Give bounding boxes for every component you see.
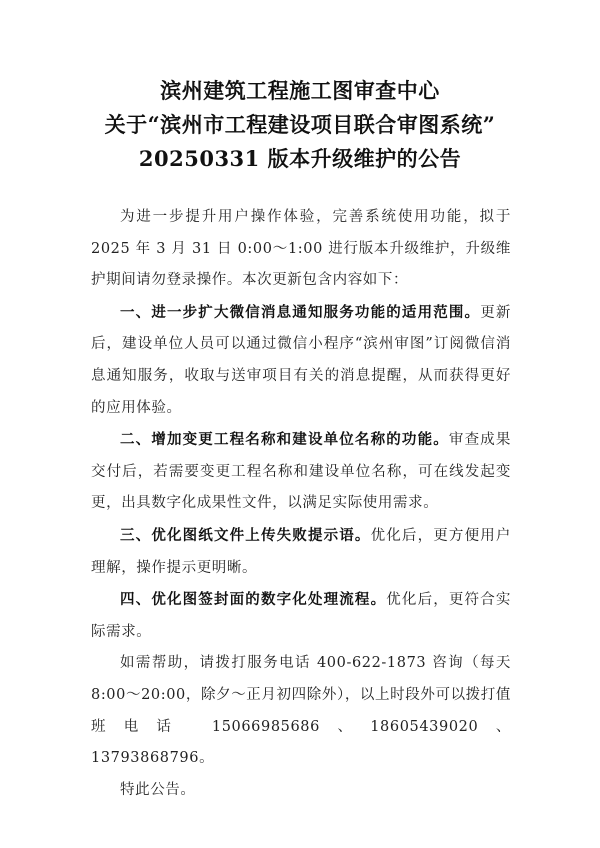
title-line-1: 滨州建筑工程施工图审查中心 <box>160 78 440 103</box>
update-item-4-text: 优化后，更符合实际需求。 <box>91 592 511 640</box>
update-item-3-text: 优化后，更方便用户理解，操作提示更明晰。 <box>91 527 511 576</box>
title-line-3: 20250331 版本升级维护的公告 <box>138 146 462 171</box>
title-line-2: 关于“滨州市工程建设项目联合审图系统” <box>104 112 496 137</box>
update-item-2-text: 审查成果交付后，若需要变更工程名称和建设单位名称，可在线发起变更，出具数字化成果性文件，以满足实际使用需求。 <box>91 432 511 512</box>
update-item-1-text: 更新后，建设单位人员可以通过微信小程序“滨州审图”订阅微信消息通知服务，收取与送审项目有关的消息提醒，从而获得更好的应用体验。 <box>91 304 511 416</box>
update-item-4 <box>91 584 511 648</box>
notice-body <box>91 202 511 806</box>
intro-paragraph: 为进一步提升用户操作体验，完善系统使用功能，拟于2025 年 3 月 31 日 0:00～1:00 进行版本升级维护，升级维护期间请勿登录操作。本次更新包含内容如下： <box>91 209 511 289</box>
update-item-3 <box>91 520 511 584</box>
update-item-2-heading: 二、增加变更工程名称和建设单位名称的功能。 <box>120 431 449 449</box>
notice-title <box>0 74 600 176</box>
help-paragraph: 如需帮助，请拨打服务电话 400-622-1873 咨询（每天8:00～20:00，除夕～正月初四除外），以上时段外可以拨打值班电话 15066985686、18605439020、13793868796。 <box>91 655 511 767</box>
update-item-3-heading: 三、优化图纸文件上传失败提示语。 <box>120 526 371 544</box>
update-item-2 <box>91 424 511 520</box>
update-item-1-heading: 一、进一步扩大微信消息通知服务功能的适用范围。 <box>120 303 481 321</box>
closing-paragraph: 特此公告。 <box>120 781 196 798</box>
update-item-1 <box>91 297 511 424</box>
update-item-4-heading: 四、优化图签封面的数字化处理流程。 <box>120 591 387 609</box>
